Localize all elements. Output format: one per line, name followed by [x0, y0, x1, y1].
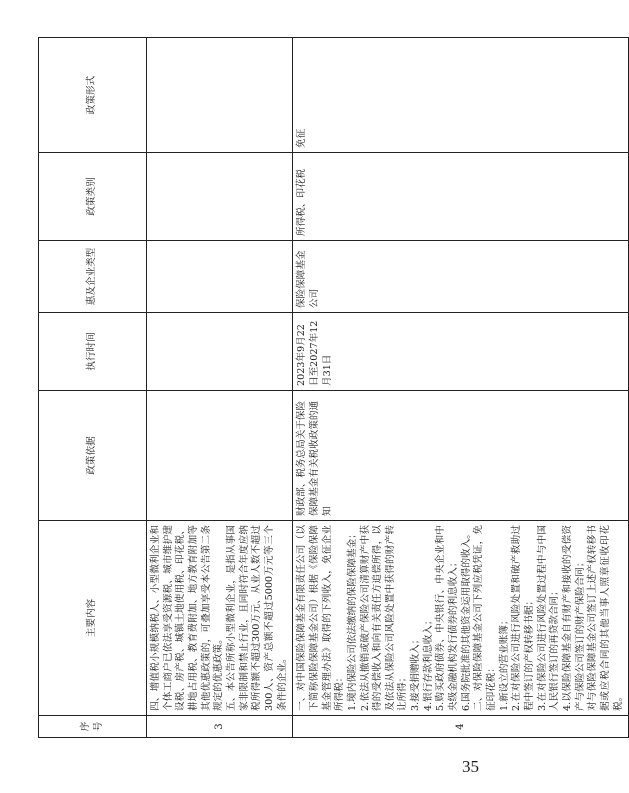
row-form [147, 38, 293, 153]
table-row [293, 38, 629, 738]
header-content: 主要内容 [39, 521, 147, 716]
row-form: 免征 [293, 38, 629, 153]
content-item: 2.在对保险公司进行风险处置和破产救助过程中签订的产权转移书据； [511, 525, 536, 711]
content-item: 四、增值税小规模纳税人、小型微利企业和个体工商户已依法享受资源税、城市维护建设税、房产税、城镇土地使用税、印花税、耕地占用税、教育费附加、地方教育附加等其他优惠政策的，可叠加享受本公告第二条规定的优惠政策。 [150, 525, 225, 711]
row-category: 所得税、印花税 [293, 153, 629, 241]
rotated-policy-table-page [38, 38, 624, 738]
content-item: 二、对保险保障基金公司下列应税凭证，免征印花税： [473, 525, 498, 711]
content-item: 5.购买政府债券、中央银行、中央企业和中央级金融机构发行债券的利息收入； [435, 525, 460, 711]
header-basis: 政策依据 [39, 391, 147, 521]
header-beneficiary: 惠及企业类型 [39, 241, 147, 313]
content-item: 五、本公告所称小型微利企业，是指从事国家非限制和禁止行业，且同时符合年度应纳税所得额不超过300万元、从业人数不超过300人、资产总额不超过5000万元等三个条件的企业。 [225, 525, 288, 711]
table-row [147, 38, 293, 738]
content-item: 3.在对保险公司进行风险处置过程中与中国人民银行签订的再贷款合同； [536, 525, 561, 711]
row-seq: 3 [147, 716, 293, 738]
header-seq: 序号 [39, 716, 147, 738]
content-item: 3.接受捐赠收入； [410, 634, 422, 711]
page-number: 35 [462, 757, 479, 776]
row-basis: 财政部、税务总局关于保险保障基金有关税收政策的通知 [293, 391, 629, 521]
content-item: 对与保险保障基金公司签订上述产权转移书据或应税合同的其他当事人照章征收印花税。 [587, 525, 624, 711]
content-item: 4.以保险保障基金自有财产和接收的受偿资产与保险公司签订的财产保险合同； [562, 525, 586, 711]
row-time [147, 313, 293, 391]
row-content [147, 521, 293, 716]
header-time: 执行时间 [39, 313, 147, 391]
row-seq: 4 [293, 716, 629, 738]
content-item: 2.依法从撤销或破产保险公司清算财产中获得的受偿收入和向有关责任方追偿所得，以及依法从保险公司风险处置中获得的财产转让所得； [359, 525, 409, 711]
row-beneficiary: 保险保障基金公司 [293, 241, 629, 313]
content-item: 一、对中国保险保障基金有限责任公司（以下简称保险保障基金公司）根据《保险保障基金管理办法》取得的下列收入，免征企业所得税： [296, 525, 346, 711]
policy-table [38, 37, 629, 738]
row-basis [147, 391, 293, 521]
row-category [147, 153, 293, 241]
header-form: 政策形式 [39, 38, 147, 153]
content-item: 6.国务院批准的其他资金运用取得的收入。 [460, 529, 472, 711]
row-time: 2023年9月22日至2027年12月31日 [293, 313, 629, 391]
header-category: 政策类别 [39, 153, 147, 241]
content-item: 1.境内保险公司依法缴纳的保险保障基金； [346, 529, 358, 711]
row-content [293, 521, 629, 716]
content-item: 4.银行存款利息收入； [422, 615, 434, 711]
table-header-row [39, 38, 147, 738]
content-item: 1.新设立的营业账簿； [498, 615, 510, 711]
row-beneficiary [147, 241, 293, 313]
